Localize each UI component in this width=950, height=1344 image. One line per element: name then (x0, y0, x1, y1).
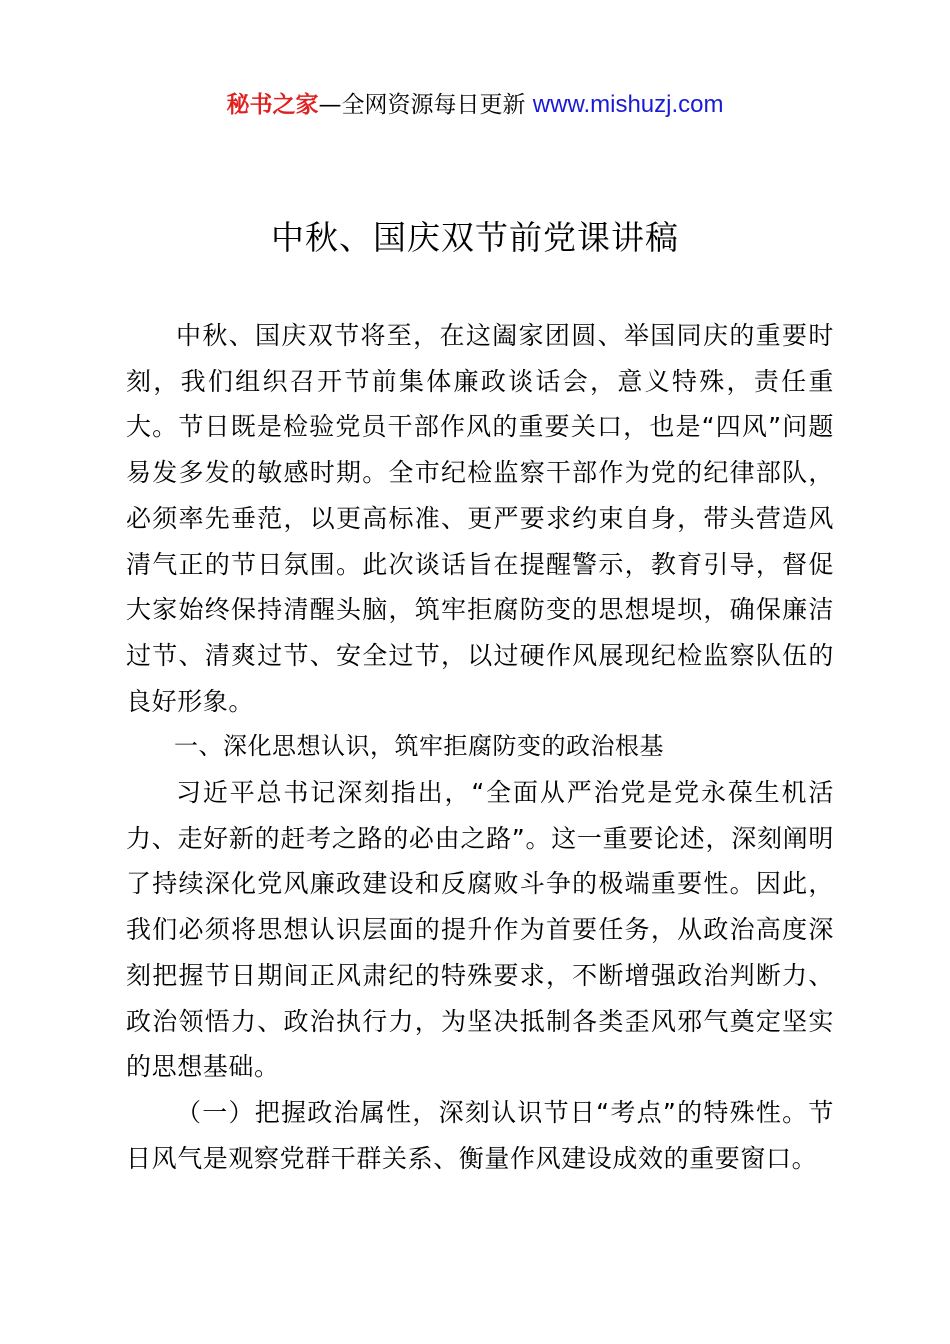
section-heading: 一、深化思想认识，筑牢拒腐防变的政治根基 (174, 732, 664, 761)
header-tagline: —全网资源每日更新 (318, 92, 533, 118)
site-url-link[interactable]: www.mishuzj.com (532, 91, 724, 118)
site-header (0, 88, 950, 122)
document-body (126, 313, 834, 1181)
section-paragraph: 习近平总书记深刻指出，“全面从严治党是党永葆生机活力、走好新的赶考之路的必由之路”。这一重要论述，深刻阐明了持续深化党风廉政建设和反腐败斗争的极端重要性。因此，我们必须将思想认识层面的提升作为首要任务，从政治高度深刻把握节日期间正风肃纪的特殊要求，不断增强政治判断力、政治领悟力、政治执行力，为坚决抵制各类歪风邪气奠定坚实的思想基础。 (126, 778, 834, 1082)
subsection-paragraph: （一）把握政治属性，深刻认识节日“考点”的特殊性。节日风气是观察党群干群关系、衡量作风建设成效的重要窗口。 (126, 1097, 834, 1173)
brand-name: 秘书之家 (226, 92, 319, 118)
document-title: 中秋、国庆双节前党课讲稿 (271, 218, 679, 257)
intro-paragraph: 中秋、国庆双节将至，在这阖家团圆、举国同庆的重要时刻，我们组织召开节前集体廉政谈话会，意义特殊，责任重大。节日既是检验党员干部作风的重要关口，也是“四风”问题易发多发的敏感时期。全市纪检监察干部作为党的纪律部队，必须率先垂范，以更高标准、更严要求约束自身，带头营造风清气正的节日氛围。此次谈话旨在提醒警示，教育引导，督促大家始终保持清醒头脑，筑牢拒腐防变的思想堤坝，确保廉洁过节、清爽过节、安全过节，以过硬作风展现纪检监察队伍的良好形象。 (126, 321, 834, 716)
